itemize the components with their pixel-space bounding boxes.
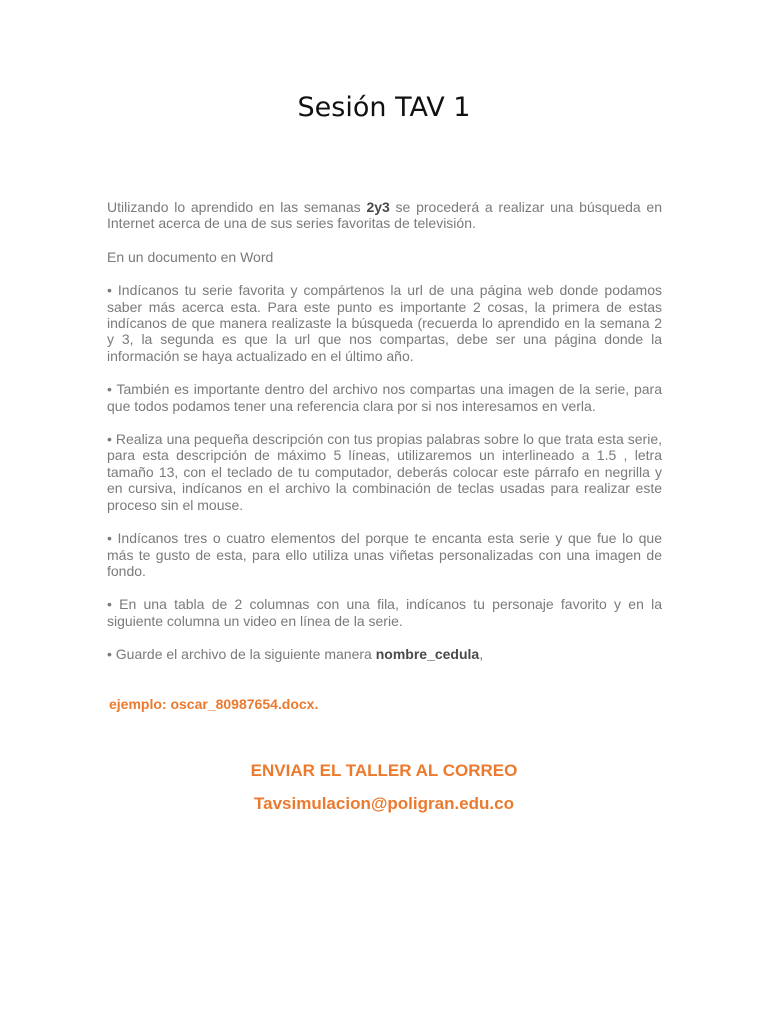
save-instruction (107, 646, 662, 662)
bullet-series-image: • También es importante dentro del archivo nos compartas una imagen de la serie, para que todos podamos tener una referencia clara por si nos interesamos en verla. (107, 381, 662, 414)
save-text-before: • Guarde el archivo de la siguiente manera (107, 646, 376, 663)
intro-weeks-bold: 2y3 (366, 199, 390, 215)
save-format-bold: nombre_cedula (375, 646, 480, 663)
bullet-favorite-series: • Indícanos tu serie favorita y compártenos la url de una página web donde podamos saber más acerca esta. Para este punto es importante 2 cosas, la primera de estas indícanos de que manera realizaste la búsqueda (recuerda lo aprendido en la semana 2 y 3, la segunda es que la url que nos compartas, debe ser una página donde la información se haya actualizado en el último año. (107, 282, 662, 364)
doc-line: En un documento en Word (107, 248, 274, 265)
save-text-after: , (479, 646, 484, 663)
intro-text-after: se procederá a realizar una búsqueda en Internet acerca de una de sus series favoritas de televisión. (107, 199, 662, 232)
email-address: Tavsimulacion@poligran.edu.co (254, 794, 514, 813)
bullet-elements: • Indícanos tres o cuatro elementos del porque te encanta esta serie y que fue lo que más te gusto de esta, para ello utiliza unas viñetas personalizadas con una imagen de fondo. (107, 530, 662, 579)
bullet-table: • En una tabla de 2 columnas con una fila, indícanos tu personaje favorito y en la siguiente columna un video en línea de la serie. (107, 596, 662, 629)
intro-text-before: Utilizando lo aprendido en las semanas (107, 199, 367, 215)
instructions-body (107, 199, 662, 680)
page-title: Sesión TAV 1 (297, 92, 471, 123)
intro-paragraph (107, 199, 662, 232)
example-filename: ejemplo: oscar_80987654.docx. (109, 696, 319, 712)
send-heading: ENVIAR EL TALLER AL CORREO (250, 761, 518, 780)
bullet-description: • Realiza una pequeña descripción con tus propias palabras sobre lo que trata esta serie, para esta descripción de máximo 5 líneas, utilizaremos un interlineado a 1.5 , letra tamaño 13, con el teclado de tu computador, deberás colocar este párrafo en negrilla y en cursiva, indícanos en el archivo la combinación de teclas usadas para realizar este proceso sin el mouse. (107, 431, 662, 513)
